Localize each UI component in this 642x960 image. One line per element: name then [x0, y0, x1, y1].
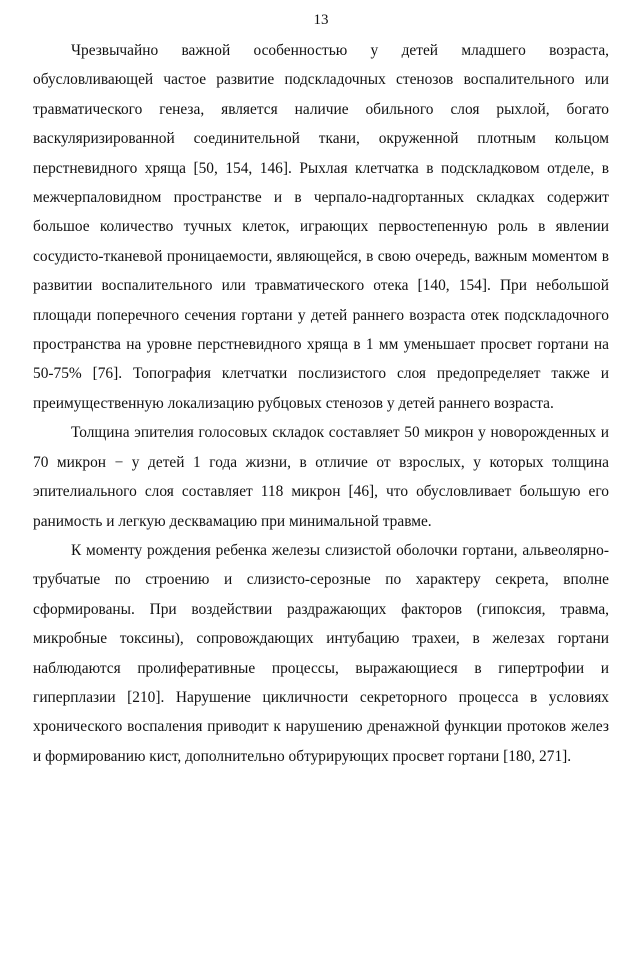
- paragraph: Толщина эпителия голосовых складок составляет 50 микрон у новорожденных и 70 микрон − у детей 1 года жизни, в отличие от взрослых, у которых толщина эпителиального слоя составляет 118 микрон [46], что обусловливает большую его ранимость и легкую десквамацию при минимальной травме.: [33, 424, 609, 530]
- paragraph: Чрезвычайно важной особенностью у детей младшего возраста, обусловливающей частое развитие подскладочных стенозов воспалительного или травматического генеза, является наличие обильного слоя рыхлой, богато васкуляризированной соединительной ткани, окруженной плотным кольцом перстневидного хряща [50, 154, 146]. Рыхлая клетчатка в подскладковом отделе, в межчерпаловидном пространстве и в черпало-надгортанных складках содержит большое количество тучных клеток, играющих первостепенную роль в явлении сосудисто-тканевой проницаемости, являющейся, в свою очередь, важным моментом в развитии воспалительного или травматического отека [140, 154]. При небольшой площади поперечного сечения гортани у детей раннего возраста отек подскладочного пространства на уровне перстневидного хряща в 1 мм уменьшает просвет гортани на 50-75% [76]. Топография клетчатки послизистого слоя предопределяет также и преимущественную локализацию рубцовых стенозов у детей раннего возраста.: [33, 42, 609, 412]
- page-number: 13: [313, 12, 329, 28]
- body-text: [33, 36, 609, 771]
- paragraph: К моменту рождения ребенка железы слизистой оболочки гортани, альвеолярно-трубчатые по строению и слизисто-серозные по характеру секрета, вполне сформированы. При воздействии раздражающих факторов (гипоксия, травма, микробные токсины), сопровождающих интубацию трахеи, в железах гортани наблюдаются пролиферативные процессы, выражающиеся в гипертрофии и гиперплазии [210]. Нарушение цикличности секреторного процесса в условиях хронического воспаления приводит к нарушению дренажной функции протоков желез и формированию кист, дополнительно обтурирующих просвет гортани [180, 271].: [33, 541, 609, 765]
